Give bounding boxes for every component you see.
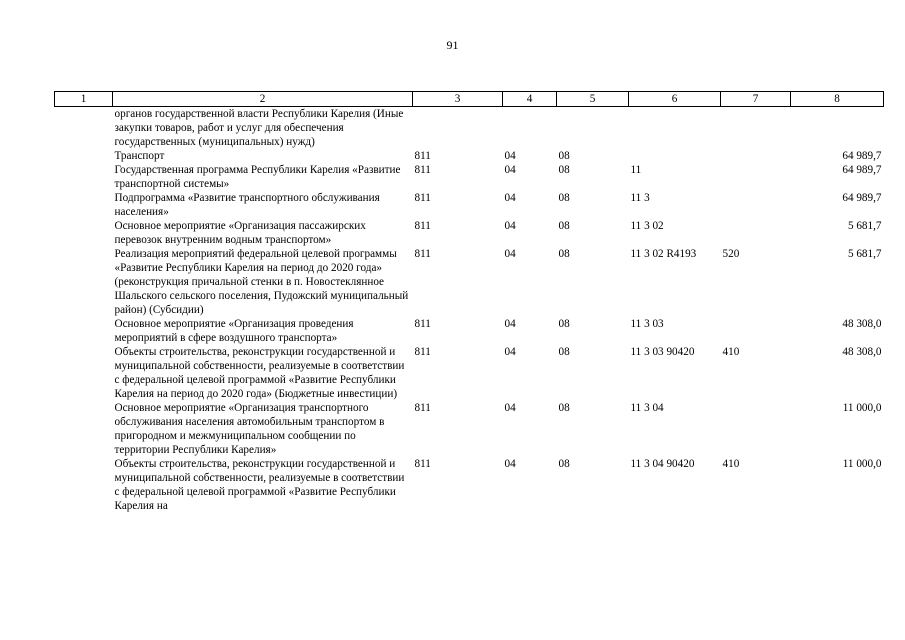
cell-target-article	[629, 149, 721, 163]
cell-target-article	[629, 107, 721, 150]
cell-section: 04	[504, 192, 516, 204]
cell-expense-type	[721, 401, 791, 457]
cell-index	[55, 247, 113, 317]
table-row	[55, 219, 884, 247]
table-row	[55, 457, 884, 513]
cell-name: Государственная программа Республики Карелия «Развитие транспортной системы»	[114, 164, 401, 190]
table-row	[55, 401, 884, 457]
cell-admin-code: 811	[414, 458, 431, 470]
cell-admin-code: 811	[414, 346, 431, 358]
cell-target-article: 11	[630, 164, 642, 176]
cell-index	[55, 317, 113, 345]
cell-section: 04	[504, 150, 516, 162]
cell-name: органов государственной власти Республики Карелия (Иные закупки товаров, работ и услуг для обеспечения государственных (муниципальных) нужд)	[114, 108, 404, 148]
cell-name: Основное мероприятие «Организация проведения мероприятий в сфере воздушного транспорта»	[114, 318, 354, 344]
cell-subsection: 08	[558, 164, 570, 176]
cell-target-article: 11 3	[630, 192, 650, 204]
cell-expense-type	[721, 163, 791, 191]
cell-admin-code: 811	[414, 150, 431, 162]
cell-admin-code: 811	[414, 220, 431, 232]
cell-admin-code: 811	[414, 192, 431, 204]
cell-section: 04	[504, 402, 516, 414]
header-cell-5: 5	[557, 92, 629, 107]
header-cell-3: 3	[413, 92, 503, 107]
table-row	[55, 247, 884, 317]
cell-amount: 48 308,0	[842, 346, 882, 358]
table-row	[55, 317, 884, 345]
cell-index	[55, 107, 113, 150]
cell-target-article: 11 3 04	[630, 402, 664, 414]
cell-amount: 5 681,7	[847, 220, 882, 232]
header-cell-6: 6	[629, 92, 721, 107]
cell-amount: 64 989,7	[842, 164, 882, 176]
header-cell-2: 2	[113, 92, 413, 107]
cell-admin-code: 811	[414, 248, 431, 260]
cell-index	[55, 149, 113, 163]
cell-index	[55, 163, 113, 191]
cell-name: Транспорт	[114, 150, 165, 162]
cell-target-article: 11 3 02	[630, 220, 664, 232]
header-cell-8: 8	[791, 92, 884, 107]
budget-table	[54, 91, 884, 513]
cell-index	[55, 345, 113, 401]
cell-name: Основное мероприятие «Организация пассажирских перевозок внутренним водным транспортом»	[114, 220, 366, 246]
cell-section: 04	[504, 164, 516, 176]
cell-name: Подпрограмма «Развитие транспортного обслуживания населения»	[114, 192, 380, 218]
cell-expense-type	[721, 149, 791, 163]
cell-amount: 48 308,0	[842, 318, 882, 330]
cell-name: Объекты строительства, реконструкции государственной и муниципальной собственности, реализуемые в соответствии с федеральной целевой программой «Развитие Республики Карелия на	[114, 458, 405, 512]
cell-admin-code: 811	[414, 402, 431, 414]
cell-section: 04	[504, 220, 516, 232]
cell-name: Объекты строительства, реконструкции государственной и муниципальной собственности, реализуемые в соответствии с федеральной целевой программой «Развитие Республики Карелия на период до 2020 года» (Бюджетные инвестиции)	[114, 346, 405, 400]
cell-expense-type: 410	[722, 458, 740, 470]
cell-index	[55, 401, 113, 457]
cell-amount: 11 000,0	[842, 458, 882, 470]
cell-expense-type: 410	[722, 346, 740, 358]
cell-amount: 64 989,7	[842, 150, 882, 162]
page-number: 91	[446, 38, 459, 52]
header-cell-4: 4	[503, 92, 557, 107]
cell-target-article: 11 3 04 90420	[630, 458, 695, 470]
cell-subsection: 08	[558, 192, 570, 204]
cell-expense-type	[721, 191, 791, 219]
cell-amount: 5 681,7	[847, 248, 882, 260]
cell-section: 04	[504, 248, 516, 260]
table-row	[55, 107, 884, 150]
cell-subsection: 08	[558, 248, 570, 260]
table-row	[55, 163, 884, 191]
cell-name: Реализация мероприятий федеральной целевой программы «Развитие Республики Карелия на период до 2020 года» (реконструкция причальной стенки в п. Новостеклянное Шальского сельского поселения, Пудожский муниципальный район) (Субсидии)	[114, 248, 409, 316]
cell-section: 04	[504, 346, 516, 358]
cell-subsection: 08	[558, 220, 570, 232]
cell-section	[503, 107, 557, 150]
cell-index	[55, 191, 113, 219]
table-row	[55, 191, 884, 219]
cell-subsection: 08	[558, 318, 570, 330]
cell-subsection	[557, 107, 629, 150]
cell-subsection: 08	[558, 150, 570, 162]
cell-subsection: 08	[558, 458, 570, 470]
cell-expense-type: 520	[722, 248, 740, 260]
cell-index	[55, 219, 113, 247]
cell-amount	[791, 107, 884, 150]
cell-target-article: 11 3 02 R4193	[630, 248, 697, 260]
cell-admin-code	[413, 107, 503, 150]
cell-name: Основное мероприятие «Организация транспортного обслуживания населения автомобильным транспортом в пригородном и межмуниципальном сообщении по территории Республики Карелия»	[114, 402, 385, 456]
table-row	[55, 149, 884, 163]
cell-admin-code: 811	[414, 318, 431, 330]
cell-target-article: 11 3 03 90420	[630, 346, 695, 358]
header-row	[55, 92, 884, 107]
cell-expense-type	[721, 107, 791, 150]
cell-section: 04	[504, 318, 516, 330]
cell-admin-code: 811	[414, 164, 431, 176]
cell-section: 04	[504, 458, 516, 470]
cell-index	[55, 457, 113, 513]
cell-expense-type	[721, 317, 791, 345]
cell-amount: 64 989,7	[842, 192, 882, 204]
cell-amount: 11 000,0	[842, 402, 882, 414]
cell-subsection: 08	[558, 402, 570, 414]
header-cell-1: 1	[55, 92, 113, 107]
cell-target-article: 11 3 03	[630, 318, 664, 330]
header-cell-7: 7	[721, 92, 791, 107]
cell-expense-type	[721, 219, 791, 247]
table-row	[55, 345, 884, 401]
cell-subsection: 08	[558, 346, 570, 358]
